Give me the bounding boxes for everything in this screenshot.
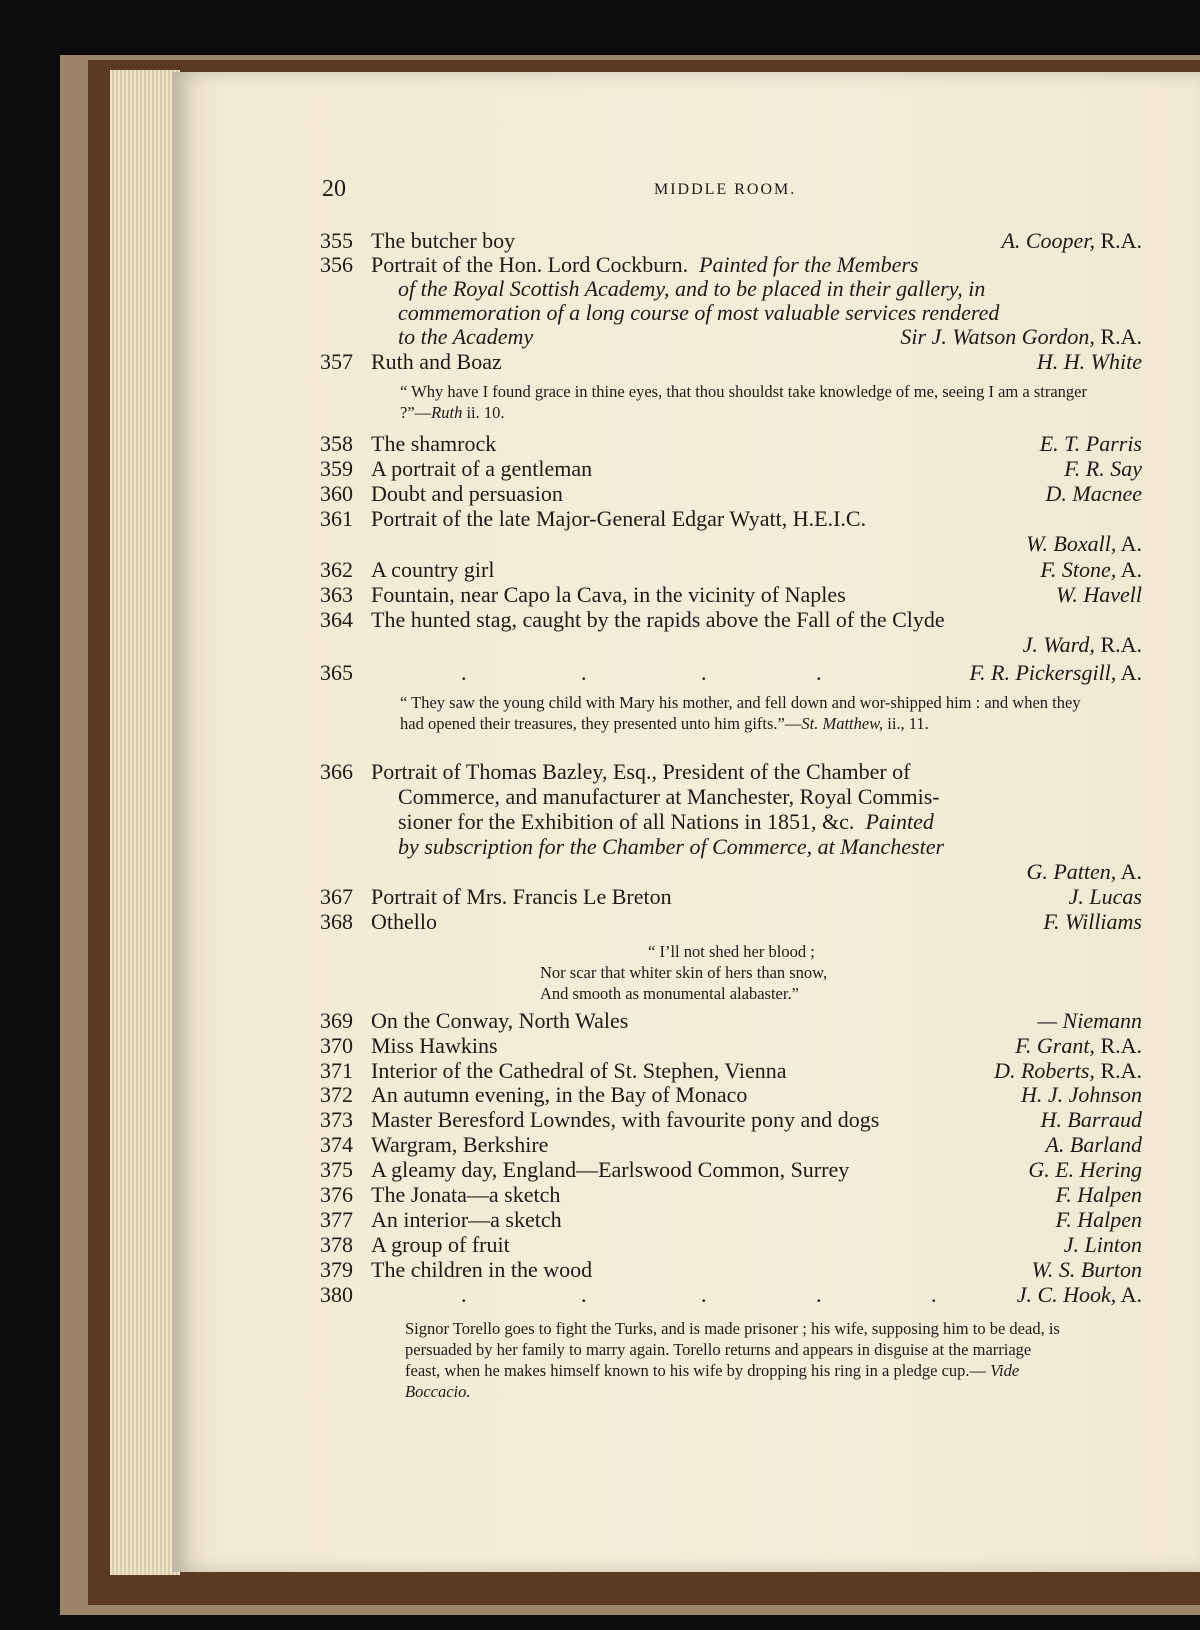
entry-title: Doubt and persuasion [371, 481, 563, 506]
entry-artist: F. Grant, R.A. [1015, 1033, 1142, 1058]
catalogue-entry: 380 . . . . . J. C. Hook, A. [320, 1282, 1142, 1307]
entry-artist: A. Cooper, R.A. [1001, 228, 1142, 253]
entry-number: 374 [320, 1132, 353, 1157]
entry-continuation: to the Academy Sir J. Watson Gordon, R.A. [398, 324, 1142, 349]
entry-title: Othello [371, 909, 437, 934]
entry-number: 362 [320, 557, 353, 582]
running-head: MIDDLE ROOM. [654, 181, 797, 198]
entry-continuation: Commerce, and manufacturer at Manchester, Royal Commis- [398, 784, 940, 809]
entry-number: 373 [320, 1107, 353, 1132]
entry-artist: F. Stone, A. [1040, 557, 1142, 582]
entry-title: The butcher boy [371, 228, 516, 253]
entry-number: 360 [320, 481, 353, 506]
entry-artist: J. Ward, R.A. [1022, 632, 1142, 657]
entry-artist: G. Patten, A. [1026, 859, 1142, 884]
entry-number: 377 [320, 1207, 353, 1232]
entry-number: 372 [320, 1082, 353, 1107]
entry-continuation: sioner for the Exhibition of all Nations in 1851, &c. Painted [398, 809, 934, 834]
entry-title: Interior of the Cathedral of St. Stephen, Vienna [371, 1058, 787, 1083]
entry-number: 358 [320, 431, 353, 456]
entry-title: A portrait of a gentleman [371, 456, 593, 481]
entry-artist: W. Havell [1056, 582, 1142, 607]
ruth-quote: “ Why have I found grace in thine eyes, that thou shouldst take knowledge of me, seeing I am a stranger ?”—Ruth ii. 10. [400, 382, 1087, 422]
entry-continuation: of the Royal Scottish Academy, and to be placed in their gallery, in [398, 276, 986, 301]
entry-number: 364 [320, 607, 353, 632]
catalogue-entry [320, 607, 1142, 632]
entry-continuation: commemoration of a long course of most valuable services rendered [398, 300, 1000, 325]
boccaccio-note: Signor Torello goes to fight the Turks, and is made prisoner ; his wife, supposing him to be dead, is persuaded by her family to marry again. Torello returns and appears in disguise at the marriage feast, when he makes himself known to his wife by dropping his ring in a pledge cup.— Vide Boccacio. [405, 1319, 1060, 1401]
entry-title: The children in the wood [371, 1257, 593, 1282]
entry-title: The hunted stag, caught by the rapids above the Fall of the Clyde [371, 607, 945, 632]
catalogue-entry [320, 349, 1142, 374]
entry-number: 378 [320, 1232, 353, 1257]
entry-title: Portrait of Mrs. Francis Le Breton [371, 884, 672, 909]
catalogue-entry [320, 1232, 1142, 1257]
catalogue-entry [320, 1132, 1142, 1157]
entry-title: Portrait of Thomas Bazley, Esq., President of the Chamber of [371, 759, 911, 784]
catalogue-entry [320, 1107, 1142, 1132]
catalogue-entry [320, 1058, 1142, 1083]
entry-title: Wargram, Berkshire [371, 1132, 549, 1157]
entry-artist: D. Roberts, R.A. [994, 1058, 1142, 1083]
entry-number: 375 [320, 1157, 353, 1182]
catalogue-entry [320, 431, 1142, 456]
catalogue-entry: 365 . . . . F. R. Pickersgill, A. [320, 660, 1142, 685]
entry-artist: G. E. Hering [1028, 1157, 1142, 1182]
catalogue-entry [320, 557, 1142, 582]
entry-artist: F. Halpen [1055, 1182, 1142, 1207]
entry-artist: — Niemann [1037, 1008, 1142, 1033]
catalogue-entry [320, 1182, 1142, 1207]
catalogue-entry [320, 759, 1142, 784]
catalogue-entry [320, 884, 1142, 909]
entry-number: 356 [320, 252, 353, 277]
entry-artist: J. Lucas [1068, 884, 1142, 909]
entry-title: Portrait of the late Major-General Edgar Wyatt, H.E.I.C. [371, 506, 867, 531]
entry-number: 359 [320, 456, 353, 481]
catalogue-entry [320, 1207, 1142, 1232]
entry-artist: E. T. Parris [1039, 431, 1142, 456]
entry-number: 363 [320, 582, 353, 607]
entry-title: A group of fruit [371, 1232, 510, 1257]
entry-title: An interior—a sketch [371, 1207, 562, 1232]
entry-continuation: by subscription for the Chamber of Commerce, at Manchester [398, 834, 945, 859]
catalogue-entry [320, 582, 1142, 607]
matthew-quote: “ They saw the young child with Mary his mother, and fell down and wor-shipped him : and when they had opened their treasures, they presented unto him gifts.”—St. Matthew, ii., 11. [400, 693, 1081, 733]
entry-artist: W. Boxall, A. [1026, 531, 1142, 556]
entry-number: 366 [320, 759, 353, 784]
page-number: 20 [322, 176, 346, 202]
entry-title: Miss Hawkins [371, 1033, 498, 1058]
entry-artist: Sir J. Watson Gordon, R.A. [900, 324, 1142, 349]
entry-artist: F. Halpen [1055, 1207, 1142, 1232]
catalogue-entry [320, 252, 1142, 277]
entry-number: 376 [320, 1182, 353, 1207]
entry-artist: J. C. Hook, A. [1016, 1282, 1142, 1307]
entry-number: 379 [320, 1257, 353, 1282]
entry-artist: A. Barland [1045, 1132, 1142, 1157]
entry-number: 357 [320, 349, 353, 374]
catalogue-entry [320, 506, 1142, 531]
entry-artist: H. Barraud [1040, 1107, 1142, 1132]
catalogue-entry [320, 1033, 1142, 1058]
entry-number: 355 [320, 228, 353, 253]
entry-number: 380 [320, 1282, 353, 1307]
catalogue-entry [320, 1157, 1142, 1182]
entry-title: On the Conway, North Wales [371, 1008, 629, 1033]
entry-title: Ruth and Boaz [371, 349, 502, 374]
entry-title: Portrait of the Hon. Lord Cockburn. Painted for the Members [371, 252, 919, 277]
entry-title: A gleamy day, England—Earlswood Common, Surrey [371, 1157, 850, 1182]
catalogue-entry [320, 1082, 1142, 1107]
entry-title: A country girl [371, 557, 495, 582]
entry-title: Fountain, near Capo la Cava, in the vicinity of Naples [371, 582, 846, 607]
entry-number: 368 [320, 909, 353, 934]
othello-verse: “ I’ll not shed her blood ; Nor scar that whiter skin of hers than snow, And smooth as monumental alabaster.” [540, 942, 828, 1003]
catalogue-entry [320, 1257, 1142, 1282]
entry-artist: F. R. Say [1064, 456, 1142, 481]
entry-title: An autumn evening, in the Bay of Monaco [371, 1082, 748, 1107]
catalogue-entry [320, 456, 1142, 481]
entry-artist: F. R. Pickersgill, A. [969, 660, 1142, 685]
entry-artist: F. Williams [1043, 909, 1142, 934]
entry-artist: W. S. Burton [1031, 1257, 1142, 1282]
catalogue-entry [320, 909, 1142, 934]
entry-artist: H. J. Johnson [1021, 1082, 1142, 1107]
entry-number: 369 [320, 1008, 353, 1033]
catalogue-entry [320, 228, 1142, 253]
entry-number: 361 [320, 506, 353, 531]
entry-title: The Jonata—a sketch [371, 1182, 561, 1207]
entry-title: The shamrock [371, 431, 497, 456]
catalogue-entry [320, 481, 1142, 506]
entry-artist: D. Macnee [1045, 481, 1142, 506]
entry-artist: J. Linton [1063, 1232, 1142, 1257]
entry-number: 370 [320, 1033, 353, 1058]
entry-number: 371 [320, 1058, 353, 1083]
catalogue-entry [320, 1008, 1142, 1033]
entry-number: 365 [320, 660, 353, 685]
page-edges [110, 70, 180, 1575]
entry-artist: H. H. White [1036, 349, 1142, 374]
entry-number: 367 [320, 884, 353, 909]
entry-title: Master Beresford Lowndes, with favourite pony and dogs [371, 1107, 880, 1132]
